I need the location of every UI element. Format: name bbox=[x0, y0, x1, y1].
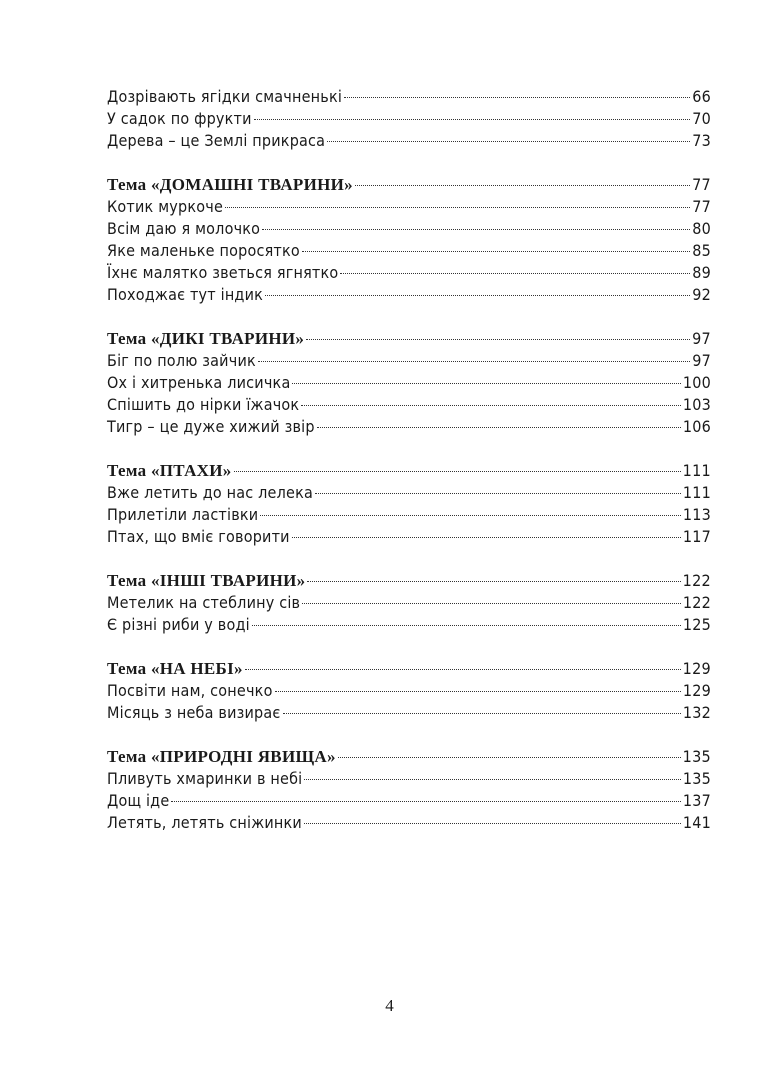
toc-section bbox=[107, 328, 711, 438]
dot-leader bbox=[355, 185, 690, 186]
entry-title: Місяць з неба визирає bbox=[107, 703, 281, 722]
entry-title: Ох і хитренька лисичка bbox=[107, 373, 291, 392]
dot-leader bbox=[283, 713, 681, 714]
dot-leader bbox=[265, 295, 690, 296]
toc-section bbox=[107, 460, 711, 548]
entry-page-number: 113 bbox=[682, 505, 711, 524]
entry-page-number: 125 bbox=[682, 615, 711, 634]
dot-leader bbox=[275, 691, 681, 692]
entry-page-number: 100 bbox=[682, 373, 711, 392]
entry-page-number: 97 bbox=[692, 351, 711, 370]
toc-entry bbox=[107, 240, 711, 262]
entry-page-number: 117 bbox=[682, 527, 711, 546]
dot-leader bbox=[327, 141, 690, 142]
toc-entry bbox=[107, 350, 711, 372]
entry-page-number: 137 bbox=[682, 791, 711, 810]
section-page-number: 129 bbox=[682, 659, 711, 678]
section-title: Тема «ПТАХИ» bbox=[107, 461, 232, 480]
entry-title: Котик муркоче bbox=[107, 197, 224, 216]
section-page-number: 122 bbox=[682, 571, 711, 590]
entry-title: Всім даю я молочко bbox=[107, 219, 261, 238]
dot-leader bbox=[304, 779, 681, 780]
entry-page-number: 92 bbox=[692, 285, 711, 304]
toc-entry bbox=[107, 592, 711, 614]
dot-leader bbox=[307, 581, 680, 582]
entry-title: Яке маленьке поросятко bbox=[107, 241, 300, 260]
entry-page-number: 73 bbox=[692, 131, 711, 150]
section-page-number: 111 bbox=[682, 461, 711, 480]
entry-page-number: 70 bbox=[692, 109, 711, 128]
entry-page-number: 89 bbox=[692, 263, 711, 282]
entry-title: Летять, летять сніжинки bbox=[107, 813, 302, 832]
dot-leader bbox=[171, 801, 681, 802]
entry-title: Є різні риби у воді bbox=[107, 615, 250, 634]
dot-leader bbox=[245, 669, 681, 670]
entry-title: Посвіти нам, сонечко bbox=[107, 681, 273, 700]
toc-entry bbox=[107, 86, 711, 108]
dot-leader bbox=[260, 515, 681, 516]
dot-leader bbox=[338, 757, 681, 758]
entry-title: Дощ іде bbox=[107, 791, 170, 810]
entry-page-number: 106 bbox=[682, 417, 711, 436]
toc-section-heading bbox=[107, 746, 711, 768]
dot-leader bbox=[301, 405, 681, 406]
entry-page-number: 135 bbox=[682, 769, 711, 788]
entry-title: Дозрівають ягідки смачненькі bbox=[107, 87, 343, 106]
section-title: Тема «ПРИРОДНІ ЯВИЩА» bbox=[107, 747, 336, 766]
entry-page-number: 77 bbox=[692, 197, 711, 216]
section-page-number: 77 bbox=[692, 175, 711, 194]
toc-entry bbox=[107, 284, 711, 306]
toc-entry bbox=[107, 196, 711, 218]
section-title: Тема «ДОМАШНІ ТВАРИНИ» bbox=[107, 175, 353, 194]
dot-leader bbox=[292, 537, 681, 538]
section-page-number: 135 bbox=[682, 747, 711, 766]
toc-section-heading bbox=[107, 460, 711, 482]
dot-leader bbox=[258, 361, 690, 362]
entry-page-number: 111 bbox=[682, 483, 711, 502]
page-number: 4 bbox=[385, 996, 394, 1015]
entry-title: Дерева – це Землі прикраса bbox=[107, 131, 326, 150]
dot-leader bbox=[317, 427, 681, 428]
dot-leader bbox=[262, 229, 690, 230]
toc-entry bbox=[107, 504, 711, 526]
toc-entry bbox=[107, 702, 711, 724]
entry-title: Спішить до нірки їжачок bbox=[107, 395, 300, 414]
dot-leader bbox=[340, 273, 690, 274]
toc-entry bbox=[107, 482, 711, 504]
entry-title: Тигр – це дуже хижий звір bbox=[107, 417, 315, 436]
entry-page-number: 85 bbox=[692, 241, 711, 260]
entry-page-number: 66 bbox=[692, 87, 711, 106]
entry-title: Їхнє малятко зветься ягнятко bbox=[107, 263, 339, 282]
toc-section-heading bbox=[107, 328, 711, 350]
entry-title: Пливуть хмаринки в небі bbox=[107, 769, 303, 788]
entry-page-number: 122 bbox=[682, 593, 711, 612]
entry-page-number: 132 bbox=[682, 703, 711, 722]
section-title: Тема «ІНШІ ТВАРИНИ» bbox=[107, 571, 306, 590]
toc-entry bbox=[107, 262, 711, 284]
dot-leader bbox=[292, 383, 680, 384]
dot-leader bbox=[302, 251, 690, 252]
section-title: Тема «НА НЕБІ» bbox=[107, 659, 243, 678]
entry-page-number: 129 bbox=[682, 681, 711, 700]
toc-entry bbox=[107, 372, 711, 394]
section-title: Тема «ДИКІ ТВАРИНИ» bbox=[107, 329, 305, 348]
toc-entry bbox=[107, 416, 711, 438]
toc-entry bbox=[107, 614, 711, 636]
toc-entry bbox=[107, 394, 711, 416]
entry-title: Вже летить до нас лелека bbox=[107, 483, 313, 502]
toc-entry bbox=[107, 130, 711, 152]
toc-section bbox=[107, 658, 711, 724]
toc-section-heading bbox=[107, 174, 711, 196]
section-page-number: 97 bbox=[692, 329, 711, 348]
toc-entry bbox=[107, 768, 711, 790]
toc-section bbox=[107, 174, 711, 306]
dot-leader bbox=[252, 625, 681, 626]
entry-title: Біг по полю зайчик bbox=[107, 351, 256, 370]
entry-title: Птах, що вміє говорити bbox=[107, 527, 290, 546]
dot-leader bbox=[302, 603, 681, 604]
dot-leader bbox=[225, 207, 690, 208]
toc-entry bbox=[107, 108, 711, 130]
toc-section-heading bbox=[107, 658, 711, 680]
entry-page-number: 103 bbox=[682, 395, 711, 414]
dot-leader bbox=[306, 339, 690, 340]
entry-title: Прилетіли ластівки bbox=[107, 505, 259, 524]
toc-entry bbox=[107, 790, 711, 812]
toc-section bbox=[107, 746, 711, 834]
dot-leader bbox=[234, 471, 681, 472]
table-of-contents bbox=[107, 86, 711, 856]
entry-page-number: 80 bbox=[692, 219, 711, 238]
toc-entry bbox=[107, 812, 711, 834]
dot-leader bbox=[344, 97, 690, 98]
dot-leader bbox=[315, 493, 681, 494]
entry-title: У садок по фрукти bbox=[107, 109, 252, 128]
toc-entry bbox=[107, 526, 711, 548]
entry-page-number: 141 bbox=[682, 813, 711, 832]
toc-section-heading bbox=[107, 570, 711, 592]
dot-leader bbox=[254, 119, 691, 120]
entry-title: Походжає тут індик bbox=[107, 285, 264, 304]
toc-section bbox=[107, 570, 711, 636]
toc-section bbox=[107, 86, 711, 152]
toc-entry bbox=[107, 218, 711, 240]
dot-leader bbox=[304, 823, 681, 824]
toc-entry bbox=[107, 680, 711, 702]
entry-title: Метелик на стеблину сів bbox=[107, 593, 301, 612]
